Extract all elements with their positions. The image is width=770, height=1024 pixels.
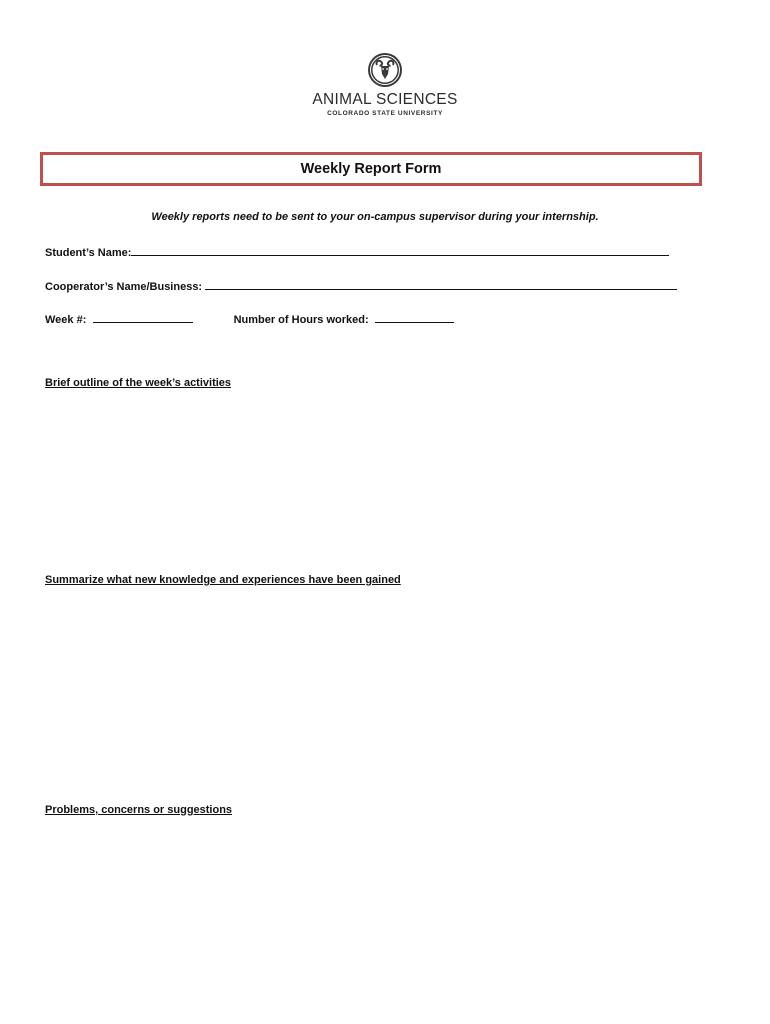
- university-name: COLORADO STATE UNIVERSITY: [327, 110, 443, 117]
- form-instruction: Weekly reports need to be sent to your on-campus supervisor during your internship.: [151, 211, 599, 223]
- activities-response[interactable]: [45, 398, 705, 558]
- form-title-box: [40, 152, 702, 186]
- department-name: ANIMAL SCIENCES: [312, 91, 458, 108]
- student-name-row: [45, 244, 669, 259]
- form-title: Weekly Report Form: [300, 161, 442, 177]
- cooperator-row: [45, 278, 677, 293]
- problems-heading: Problems, concerns or suggestions: [45, 804, 233, 816]
- department-logo: [0, 52, 770, 118]
- week-field[interactable]: [93, 311, 193, 323]
- ram-head-seal-icon: [367, 52, 403, 88]
- student-name-label: Student’s Name:: [45, 247, 132, 259]
- knowledge-heading: Summarize what new knowledge and experiences have been gained: [45, 574, 401, 586]
- student-name-field[interactable]: [131, 244, 669, 256]
- hours-label: Number of Hours worked:: [233, 314, 369, 326]
- problems-response[interactable]: [45, 825, 705, 1005]
- knowledge-response[interactable]: [45, 595, 705, 795]
- cooperator-label: Cooperator’s Name/Business:: [45, 281, 203, 293]
- hours-field[interactable]: [375, 311, 454, 323]
- activities-heading: Brief outline of the week’s activities: [45, 377, 232, 389]
- week-row: [45, 311, 454, 326]
- week-label: Week #:: [45, 314, 87, 326]
- cooperator-field[interactable]: [205, 278, 677, 290]
